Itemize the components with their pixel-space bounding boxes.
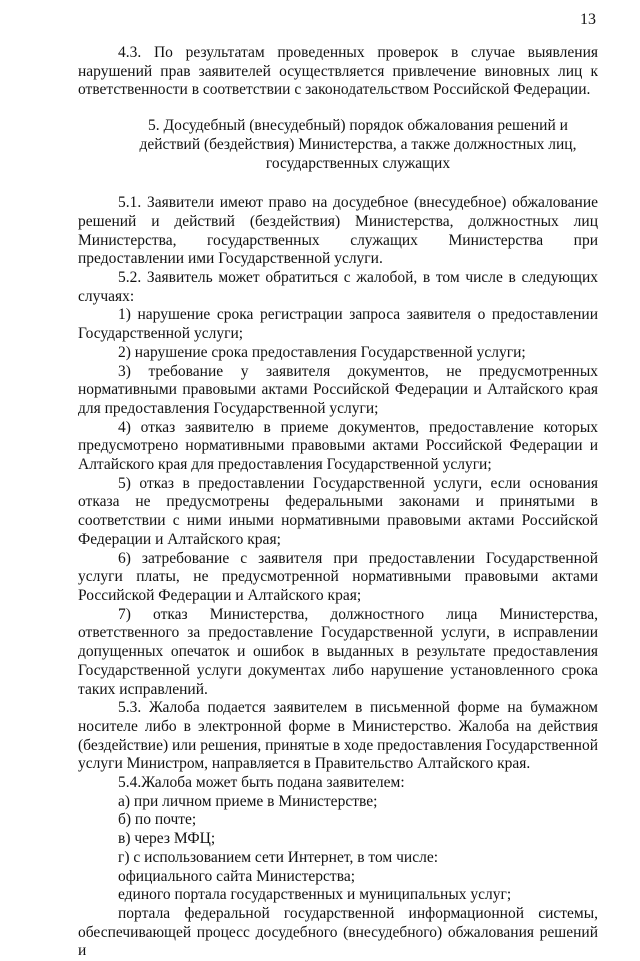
list-item-4: 4) отказ заявителю в приеме документов, предоставление которых предусмотрено нормативными правовыми актами Российской Федерации и Алтайского края для предоставления Государственной услуги; (78, 418, 598, 474)
section-heading: 5. Досудебный (внесудебный) порядок обжалования решений и действий (бездействия) Министерства, а также должностных лиц, государственных служащих (139, 117, 577, 172)
list-item-g: г) с использованием сети Интернет, в том числе: (118, 848, 439, 866)
list-item-7: 7) отказ Министерства, должностного лица Министерства, ответственного за предоставление Государственной услуги, в исправлении допущенных опечаток и ошибок в выданных в результате предоставления Государственной услуги документах либо нарушение установленного срока таких исправлений. (78, 605, 598, 698)
list-item-b: б) по почте; (118, 811, 197, 829)
paragraph-5-4: 5.4.Жалоба может быть подана заявителем: (118, 774, 405, 792)
list-subitem-unified-portal: единого портала государственных и муниципальных услуг; (118, 886, 512, 904)
paragraph-5-2: 5.2. Заявитель может обратиться с жалобой, в том числе в следующих случаях: (78, 269, 598, 305)
page-number: 13 (580, 11, 596, 28)
list-item-3: 3) требование у заявителя документов, не предусмотренных нормативными правовыми актами Российской Федерации и Алтайского края для предоставления Государственной услуги; (78, 362, 598, 417)
list-item-5: 5) отказ в предоставлении Государственной услуги, если основания отказа не предусмотрены федеральными законами и принятыми в соответствии с ними иными нормативными правовыми актами Российской Федерации и Алтайского края; (78, 474, 598, 548)
paragraph-4-3: 4.3. По результатам проведенных проверок в случае выявления нарушений прав заявителей осуществляется привлечение виновных лиц к ответственности в соответствии с законодательством Российской Федерации. (78, 44, 598, 99)
list-item-a: а) при личном приеме в Министерстве; (118, 792, 378, 810)
list-subitem-federal-portal: портала федеральной государственной информационной системы, обеспечивающей процесс досудебного (внесудебного) обжалования решений и (78, 904, 598, 960)
paragraph-5-3: 5.3. Жалоба подается заявителем в письменной форме на бумажном носителе либо в электронной форме в Министерство. Жалоба на действия (бездействие) или решения, принятые в ходе предоставления Государственной услуги Министром, направляется в Правительство Алтайского края. (78, 699, 598, 773)
list-item-6: 6) затребование с заявителя при предоставлении Государственной услуги платы, не предусмотренной нормативными правовыми актами Российской Федерации и Алтайского края; (78, 549, 598, 604)
paragraph-5-1: 5.1. Заявители имеют право на досудебное (внесудебное) обжалование решений и действий (бездействия) Министерства, должностных лиц Министерства, государственных служащих Министерства при предоставлении ими Государственной услуги. (78, 194, 598, 268)
list-item-1: 1) нарушение срока регистрации запроса заявителя о предоставлении Государственной услуги; (78, 306, 598, 343)
list-item-2: 2) нарушение срока предоставления Государственной услуги; (118, 343, 526, 361)
list-subitem-official-site: официального сайта Министерства; (118, 867, 356, 885)
document-body (78, 44, 598, 961)
list-item-v: в) через МФЦ; (118, 830, 216, 848)
